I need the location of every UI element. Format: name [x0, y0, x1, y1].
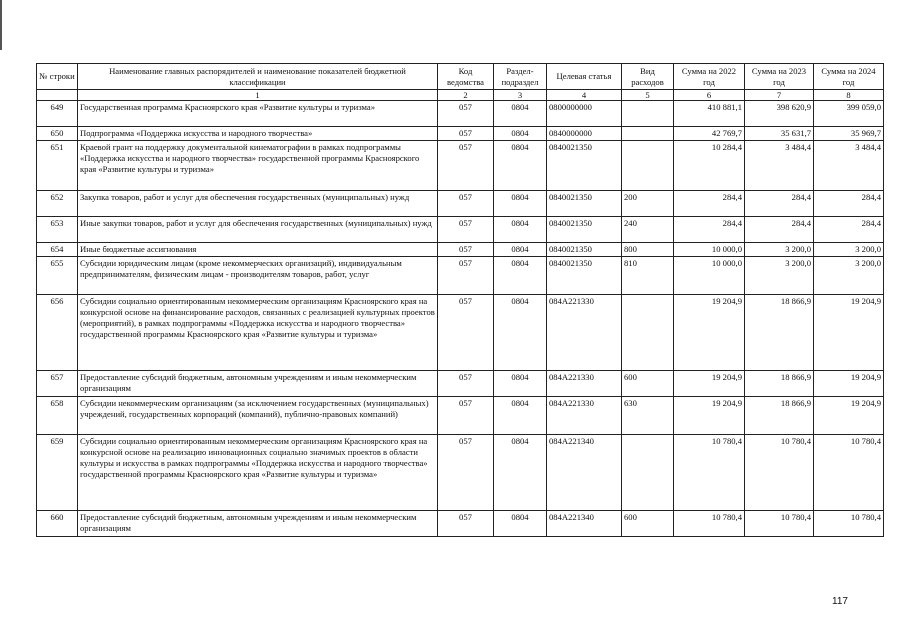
row-section: 0804 [494, 511, 547, 537]
row-sum-2022: 10 780,4 [674, 511, 745, 537]
row-sum-2024: 19 204,9 [814, 397, 884, 435]
row-sum-2024: 3 200,0 [814, 243, 884, 257]
row-dept-code: 057 [438, 243, 494, 257]
row-sum-2022: 42 769,7 [674, 127, 745, 141]
row-sum-2024: 3 200,0 [814, 257, 884, 295]
row-expense-type: 240 [622, 217, 674, 243]
row-sum-2023: 284,4 [745, 191, 814, 217]
page-number: 117 [832, 596, 848, 607]
row-expense-type [622, 141, 674, 191]
row-target-article: 084А221330 [547, 295, 622, 371]
row-sum-2023: 398 620,9 [745, 101, 814, 127]
row-sum-2023: 10 780,4 [745, 435, 814, 511]
left-margin-rule [0, 0, 2, 50]
row-target-article: 0840021350 [547, 141, 622, 191]
row-target-article: 084А221340 [547, 511, 622, 537]
row-dept-code: 057 [438, 257, 494, 295]
budget-table [36, 63, 884, 537]
row-dept-code: 057 [438, 191, 494, 217]
row-dept-code: 057 [438, 397, 494, 435]
row-number: 657 [37, 371, 78, 397]
row-target-article: 0840021350 [547, 191, 622, 217]
header-row-number: № строки [37, 64, 78, 90]
row-expense-type [622, 101, 674, 127]
table-row [37, 397, 884, 435]
row-sum-2024: 399 059,0 [814, 101, 884, 127]
table-row [37, 371, 884, 397]
row-sum-2024: 35 969,7 [814, 127, 884, 141]
row-sum-2023: 284,4 [745, 217, 814, 243]
row-sum-2024: 10 780,4 [814, 511, 884, 537]
row-target-article: 0840021350 [547, 217, 622, 243]
row-name: Предоставление субсидий бюджетным, автономным учреждениям и иным некоммерческим организациям [78, 371, 438, 397]
row-sum-2022: 10 284,4 [674, 141, 745, 191]
table-header-row [37, 64, 884, 90]
column-number: 3 [494, 90, 547, 101]
row-sum-2022: 19 204,9 [674, 371, 745, 397]
column-number: 2 [438, 90, 494, 101]
row-sum-2022: 10 000,0 [674, 243, 745, 257]
row-sum-2023: 18 866,9 [745, 295, 814, 371]
row-number: 658 [37, 397, 78, 435]
row-name: Субсидии социально ориентированным некоммерческим организациям Красноярского края на конкурсной основе на реализацию инновационных социально значимых проектов в области культуры и искусства в рамках подпрограммы «Поддержка искусства и народного творчества» государственной программы Красноярского края «Развитие культуры и туризма» [78, 435, 438, 511]
row-section: 0804 [494, 295, 547, 371]
row-name: Закупка товаров, работ и услуг для обеспечения государственных (муниципальных) нужд [78, 191, 438, 217]
row-sum-2023: 3 200,0 [745, 257, 814, 295]
column-number [37, 90, 78, 101]
row-section: 0804 [494, 217, 547, 243]
row-section: 0804 [494, 257, 547, 295]
row-sum-2022: 410 881,1 [674, 101, 745, 127]
table-row [37, 511, 884, 537]
column-number: 6 [674, 90, 745, 101]
header-sum-2023: Сумма на 2023 год [745, 64, 814, 90]
row-sum-2024: 284,4 [814, 217, 884, 243]
row-sum-2022: 19 204,9 [674, 295, 745, 371]
row-number: 651 [37, 141, 78, 191]
row-dept-code: 057 [438, 127, 494, 141]
row-dept-code: 057 [438, 295, 494, 371]
table-row [37, 141, 884, 191]
row-sum-2023: 10 780,4 [745, 511, 814, 537]
row-sum-2024: 19 204,9 [814, 371, 884, 397]
row-dept-code: 057 [438, 101, 494, 127]
row-sum-2023: 3 484,4 [745, 141, 814, 191]
header-target-article: Целевая статья [547, 64, 622, 90]
row-name: Субсидии социально ориентированным некоммерческим организациям Красноярского края на конкурсной основе на финансирование расходов, связанных с реализацией культурных проектов (мероприятий), в рамках подпрограммы «Поддержка искусства и народного творчества» государственной программы Красноярского края «Развитие культуры и туризма» [78, 295, 438, 371]
row-target-article: 084А221330 [547, 397, 622, 435]
row-number: 655 [37, 257, 78, 295]
column-number: 7 [745, 90, 814, 101]
row-name: Иные бюджетные ассигнования [78, 243, 438, 257]
header-sum-2024: Сумма на 2024 год [814, 64, 884, 90]
row-dept-code: 057 [438, 217, 494, 243]
row-section: 0804 [494, 371, 547, 397]
row-number: 652 [37, 191, 78, 217]
row-target-article: 0840021350 [547, 257, 622, 295]
table-row [37, 243, 884, 257]
row-section: 0804 [494, 141, 547, 191]
row-expense-type [622, 295, 674, 371]
row-sum-2023: 18 866,9 [745, 371, 814, 397]
row-section: 0804 [494, 191, 547, 217]
row-number: 659 [37, 435, 78, 511]
row-number: 656 [37, 295, 78, 371]
row-sum-2024: 10 780,4 [814, 435, 884, 511]
row-name: Предоставление субсидий бюджетным, автономным учреждениям и иным некоммерческим организациям [78, 511, 438, 537]
column-number: 8 [814, 90, 884, 101]
row-section: 0804 [494, 435, 547, 511]
header-expense-type: Вид расходов [622, 64, 674, 90]
row-name: Краевой грант на поддержку документальной кинематографии в рамках подпрограммы «Поддержка искусства и народного творчества» государственной программы Красноярского края «Развитие культуры и туризма» [78, 141, 438, 191]
row-name: Иные закупки товаров, работ и услуг для обеспечения государственных (муниципальных) нужд [78, 217, 438, 243]
row-expense-type [622, 435, 674, 511]
row-target-article: 0840021350 [547, 243, 622, 257]
row-sum-2023: 3 200,0 [745, 243, 814, 257]
row-number: 649 [37, 101, 78, 127]
row-expense-type: 800 [622, 243, 674, 257]
row-section: 0804 [494, 243, 547, 257]
row-dept-code: 057 [438, 511, 494, 537]
row-name: Субсидии некоммерческим организациям (за исключением государственных (муниципальных) учреждений, государственных корпораций (компаний), публично-правовых компаний) [78, 397, 438, 435]
row-section: 0804 [494, 101, 547, 127]
row-section: 0804 [494, 397, 547, 435]
header-dept-code: Код ведомства [438, 64, 494, 90]
table-row [37, 191, 884, 217]
column-number: 4 [547, 90, 622, 101]
table-row [37, 257, 884, 295]
header-name: Наименование главных распорядителей и наименование показателей бюджетной классификации [78, 64, 438, 90]
row-number: 654 [37, 243, 78, 257]
row-number: 660 [37, 511, 78, 537]
row-expense-type: 810 [622, 257, 674, 295]
row-name: Подпрограмма «Поддержка искусства и народного творчества» [78, 127, 438, 141]
column-number: 1 [78, 90, 438, 101]
row-number: 653 [37, 217, 78, 243]
row-sum-2023: 18 866,9 [745, 397, 814, 435]
row-sum-2024: 3 484,4 [814, 141, 884, 191]
row-expense-type: 630 [622, 397, 674, 435]
header-sum-2022: Сумма на 2022 год [674, 64, 745, 90]
column-number: 5 [622, 90, 674, 101]
row-expense-type: 600 [622, 511, 674, 537]
row-name: Государственная программа Красноярского края «Развитие культуры и туризма» [78, 101, 438, 127]
row-sum-2022: 10 780,4 [674, 435, 745, 511]
row-dept-code: 057 [438, 371, 494, 397]
row-target-article: 0840000000 [547, 127, 622, 141]
row-expense-type [622, 127, 674, 141]
row-sum-2024: 19 204,9 [814, 295, 884, 371]
row-target-article: 084А221340 [547, 435, 622, 511]
row-sum-2022: 284,4 [674, 191, 745, 217]
row-sum-2022: 10 000,0 [674, 257, 745, 295]
row-dept-code: 057 [438, 141, 494, 191]
row-expense-type: 600 [622, 371, 674, 397]
header-section: Раздел-подраздел [494, 64, 547, 90]
row-sum-2024: 284,4 [814, 191, 884, 217]
row-name: Субсидии юридическим лицам (кроме некоммерческих организаций), индивидуальным предпринимателям, физическим лицам - производителям товаров, работ, услуг [78, 257, 438, 295]
column-number-row [37, 90, 884, 101]
row-number: 650 [37, 127, 78, 141]
row-sum-2022: 19 204,9 [674, 397, 745, 435]
table-row [37, 101, 884, 127]
row-sum-2022: 284,4 [674, 217, 745, 243]
row-dept-code: 057 [438, 435, 494, 511]
row-section: 0804 [494, 127, 547, 141]
table-row [37, 127, 884, 141]
table-row [37, 435, 884, 511]
row-target-article: 084А221330 [547, 371, 622, 397]
table-row [37, 295, 884, 371]
row-sum-2023: 35 631,7 [745, 127, 814, 141]
row-target-article: 0800000000 [547, 101, 622, 127]
table-row [37, 217, 884, 243]
row-expense-type: 200 [622, 191, 674, 217]
